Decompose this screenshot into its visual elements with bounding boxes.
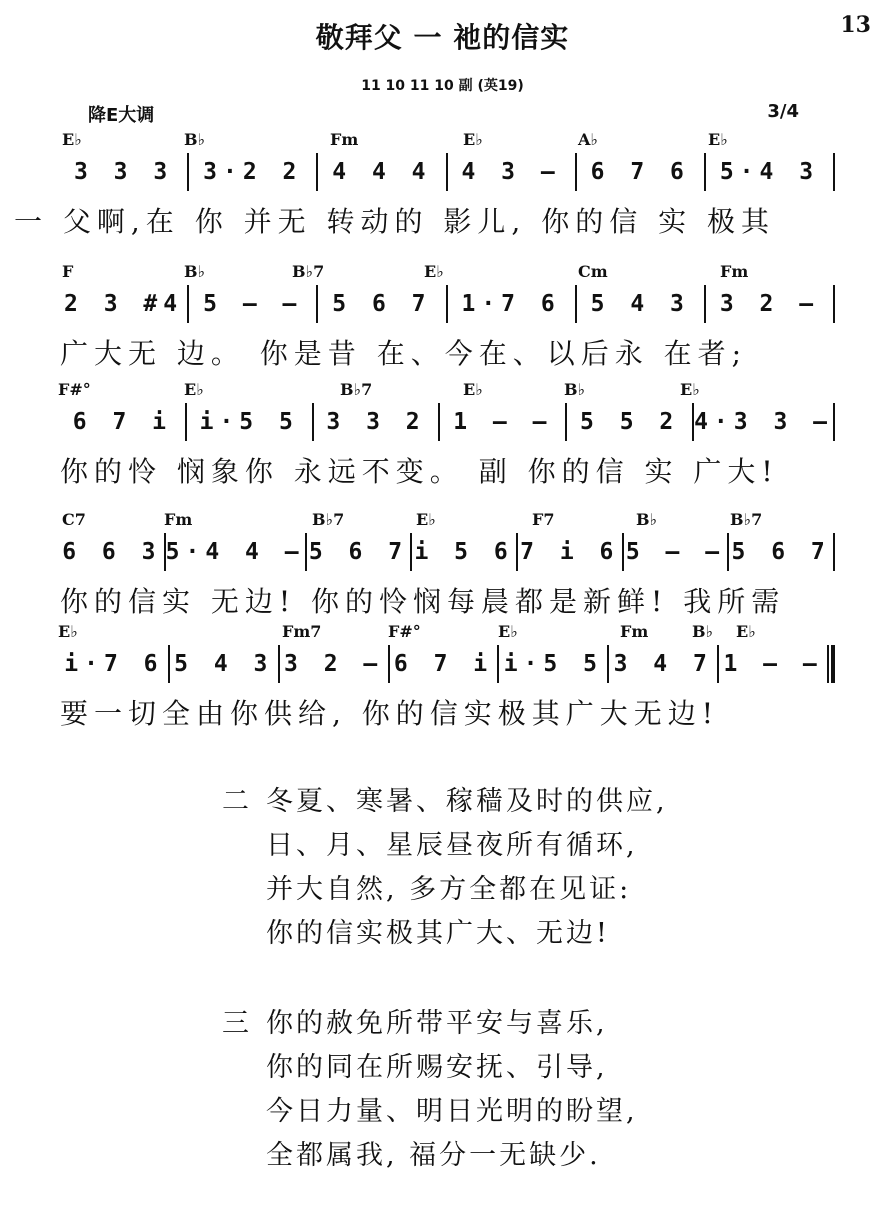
chord-symbol: E♭ [463, 380, 483, 399]
verse-row [222, 908, 668, 952]
verse-line: 你的赦免所带平安与喜乐, [266, 1007, 608, 1039]
notation-line [60, 530, 835, 574]
verse-row [222, 1042, 668, 1086]
chord-symbol: E♭ [736, 622, 756, 641]
measure: i·7 6 [64, 651, 164, 677]
chord-symbol: B♭ [636, 510, 658, 529]
final-barline [827, 645, 835, 683]
lyrics-line: 一 父啊,在 你 并无 转动的 影儿, 你的信 实 极其 [14, 205, 776, 238]
verse-line: 今日力量、明日光明的盼望, [266, 1095, 638, 1127]
measure: 5 6 7 [731, 539, 831, 565]
verse-3 [222, 998, 668, 1174]
chord-symbol: F [62, 262, 74, 281]
measure: i·5 5 [503, 651, 603, 677]
chord-symbol: Fm [720, 262, 749, 281]
chord-symbol: B♭7 [292, 262, 325, 281]
barline [833, 403, 835, 441]
verse-line: 全都属我, 福分一无缺少. [266, 1139, 601, 1171]
measure: 3 3 2 [326, 409, 426, 435]
measure: 5·4 4 – [165, 539, 305, 565]
measure: 5 4 3 [174, 651, 274, 677]
measure: 3 2 – [719, 291, 820, 317]
measure: 4 4 4 [332, 159, 432, 185]
chord-symbol: Fm [164, 510, 193, 529]
hymn-title: 敬拜父 [315, 21, 403, 54]
music-system-2 [0, 262, 885, 374]
chord-symbol: E♭ [463, 130, 483, 149]
measure: 1 – – [453, 409, 553, 435]
notation-line [60, 150, 835, 194]
barline [833, 153, 835, 191]
measure: 5 4 3 [590, 291, 690, 317]
measure: 5 – – [625, 539, 726, 565]
verse-row [222, 1130, 668, 1174]
measure: 7 i 6 [520, 539, 620, 565]
verse-row [222, 998, 668, 1042]
measure: 3·2 2 [203, 159, 303, 185]
chord-symbol: Cm [578, 262, 608, 281]
verse-row [222, 1086, 668, 1130]
verse-line: 冬夏、寒暑、稼穑及时的供应, [266, 785, 668, 817]
music-system-1 [0, 130, 885, 242]
music-system-5 [0, 622, 885, 734]
chord-symbol: Fm [620, 622, 649, 641]
measure: 5 6 7 [308, 539, 409, 565]
barline [833, 533, 835, 571]
measure: 4·3 3 – [694, 409, 833, 435]
lyrics-line: 要一切全由你供给, 你的信实极其广大无边! [60, 697, 720, 730]
measure: i 5 6 [414, 539, 514, 565]
notation-line [60, 282, 835, 326]
lyrics-line: 你的怜 悯象你 永远不变。 副 你的信 实 广大! [60, 455, 779, 488]
verse-number: 三 [222, 1007, 252, 1039]
chord-symbol: B♭ [184, 130, 206, 149]
chord-symbol: B♭ [692, 622, 714, 641]
measure: 5 – – [203, 291, 303, 317]
additional-verses [222, 776, 668, 1220]
measure: 4 3 – [461, 159, 561, 185]
verse-row [222, 776, 668, 820]
measure: 6 7 i [72, 409, 173, 435]
measure: 5·4 3 [719, 159, 820, 185]
chord-symbol: F7 [532, 510, 555, 529]
chord-symbol: B♭7 [340, 380, 373, 399]
measure: i·5 5 [199, 409, 299, 435]
chord-symbol: E♭ [498, 622, 518, 641]
chord-symbol: F#° [58, 380, 91, 399]
chord-symbol: E♭ [680, 380, 700, 399]
notation-line [60, 642, 835, 686]
chord-symbol: F#° [388, 622, 421, 641]
chord-symbol: B♭ [564, 380, 586, 399]
measure: 6 7 6 [590, 159, 690, 185]
key-signature: 降E大调 [88, 105, 155, 126]
measure: 1·7 6 [461, 291, 561, 317]
lyrics-line: 你的信实 无边! 你的怜悯每晨都是新鲜! 我所需 [60, 585, 786, 618]
measure: 3 3 3 [73, 159, 174, 185]
music-system-4 [0, 510, 885, 622]
chord-symbol: E♭ [62, 130, 82, 149]
verse-line: 你的信实极其广大、无边! [266, 917, 610, 949]
measure: 6 7 i [393, 651, 494, 677]
chord-symbol: E♭ [184, 380, 204, 399]
measure: 5 5 2 [580, 409, 680, 435]
chord-symbol: E♭ [708, 130, 728, 149]
measure: 2 3 #4 [64, 291, 184, 317]
chord-symbol: B♭ [184, 262, 206, 281]
chord-symbol: Fm7 [282, 622, 322, 641]
hymn-subtitle: 一 祂的信实 [413, 21, 570, 54]
notation-line [60, 400, 835, 444]
chord-symbol: A♭ [578, 130, 598, 149]
hymn-title-row [0, 16, 885, 56]
chord-symbol: C7 [62, 510, 86, 529]
music-system-3 [0, 380, 885, 492]
barline [833, 285, 835, 323]
time-signature: 3/4 [767, 101, 799, 122]
verse-line: 日、月、星辰昼夜所有循环, [266, 829, 638, 861]
chord-symbol: E♭ [424, 262, 444, 281]
verse-line: 你的同在所赐安抚、引导, [266, 1051, 608, 1083]
chord-symbol: E♭ [58, 622, 78, 641]
verse-line: 并大自然, 多方全都在见证: [266, 873, 632, 905]
chord-symbol: E♭ [416, 510, 436, 529]
measure: 5 6 7 [332, 291, 432, 317]
meter-info: 11 10 11 10 副 (英19) [361, 78, 524, 94]
chord-symbol: Fm [330, 130, 359, 149]
verse-row [222, 820, 668, 864]
verse-number: 二 [222, 785, 252, 817]
measure: 1 – – [723, 651, 823, 677]
chord-symbol: B♭7 [730, 510, 763, 529]
page-number: 13 [840, 12, 871, 38]
verse-2 [222, 776, 668, 952]
measure: 6 6 3 [62, 539, 162, 565]
measure: 3 4 7 [613, 651, 713, 677]
lyrics-line: 广大无 边。 你是昔 在、今在、以后永 在者; [60, 337, 748, 370]
measure: 3 2 – [284, 651, 384, 677]
verse-row [222, 864, 668, 908]
chord-symbol: B♭7 [312, 510, 345, 529]
